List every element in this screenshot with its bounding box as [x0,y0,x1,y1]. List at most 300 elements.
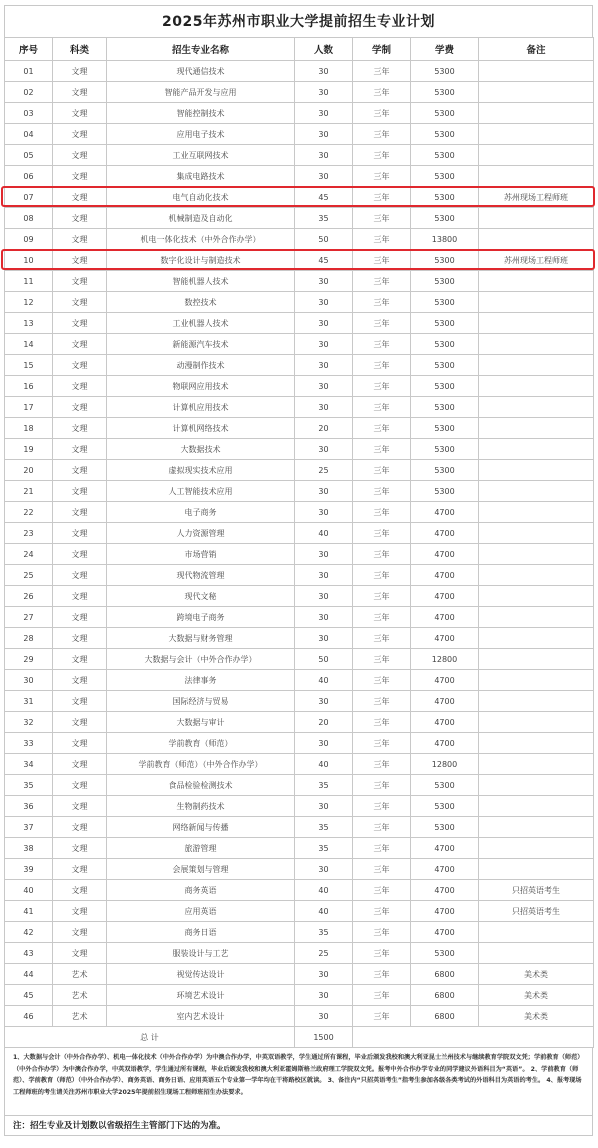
row-major: 视觉传达设计 [107,964,295,985]
row-quota: 25 [295,460,353,481]
row-quota: 30 [295,397,353,418]
row-major: 智能机器人技术 [107,271,295,292]
table-row [5,607,594,628]
row-remarks [479,691,594,712]
row-tuition: 5300 [411,460,479,481]
row-major: 数控技术 [107,292,295,313]
row-duration: 三年 [353,397,411,418]
table-row [5,208,594,229]
row-tuition: 5300 [411,397,479,418]
row-tuition: 5300 [411,187,479,208]
row-duration: 三年 [353,376,411,397]
row-remarks [479,82,594,103]
row-tuition: 4700 [411,880,479,901]
row-tuition: 4700 [411,922,479,943]
row-remarks [479,481,594,502]
table-row [5,397,594,418]
row-duration: 三年 [353,838,411,859]
row-duration: 三年 [353,313,411,334]
row-duration: 三年 [353,334,411,355]
row-category: 文理 [53,859,107,880]
row-major: 电气自动化技术 [107,187,295,208]
row-index: 14 [5,334,53,355]
row-remarks: 美术类 [479,964,594,985]
row-major: 应用英语 [107,901,295,922]
table-row [5,691,594,712]
row-quota: 40 [295,880,353,901]
row-major: 现代物流管理 [107,565,295,586]
row-tuition: 5300 [411,124,479,145]
row-quota: 45 [295,250,353,271]
row-quota: 30 [295,334,353,355]
row-quota: 30 [295,964,353,985]
row-remarks [479,775,594,796]
row-tuition: 6800 [411,964,479,985]
row-remarks: 只招英语考生 [479,901,594,922]
table-row [5,355,594,376]
row-duration: 三年 [353,61,411,82]
row-index: 24 [5,544,53,565]
row-category: 文理 [53,271,107,292]
row-category: 文理 [53,733,107,754]
row-index: 32 [5,712,53,733]
row-remarks [479,313,594,334]
table-header-row [5,38,594,61]
row-remarks [479,523,594,544]
row-category: 文理 [53,607,107,628]
row-category: 文理 [53,523,107,544]
row-category: 文理 [53,355,107,376]
row-category: 文理 [53,166,107,187]
row-duration: 三年 [353,691,411,712]
row-major: 网络新闻与传播 [107,817,295,838]
row-category: 文理 [53,691,107,712]
row-category: 文理 [53,124,107,145]
row-tuition: 4700 [411,838,479,859]
total-value: 1500 [295,1027,353,1048]
row-major: 机电一体化技术（中外合作办学） [107,229,295,250]
row-duration: 三年 [353,754,411,775]
row-quota: 30 [295,502,353,523]
row-index: 07 [5,187,53,208]
row-quota: 30 [295,586,353,607]
row-category: 文理 [53,502,107,523]
row-category: 文理 [53,754,107,775]
row-major: 计算机网络技术 [107,418,295,439]
row-remarks [479,754,594,775]
row-duration: 三年 [353,985,411,1006]
row-remarks [479,418,594,439]
row-tuition: 4700 [411,670,479,691]
table-row [5,943,594,964]
row-major: 电子商务 [107,502,295,523]
row-quota: 30 [295,628,353,649]
table-row [5,544,594,565]
row-quota: 30 [295,103,353,124]
table-row [5,187,594,208]
row-tuition: 4700 [411,523,479,544]
row-category: 艺术 [53,985,107,1006]
row-duration: 三年 [353,523,411,544]
table-row [5,754,594,775]
row-major: 现代文秘 [107,586,295,607]
table-row [5,460,594,481]
row-major: 计算机应用技术 [107,397,295,418]
row-remarks [479,376,594,397]
row-remarks [479,943,594,964]
row-remarks [479,124,594,145]
row-remarks [479,565,594,586]
row-category: 文理 [53,229,107,250]
row-quota: 30 [295,985,353,1006]
row-quota: 30 [295,1006,353,1027]
row-index: 11 [5,271,53,292]
row-quota: 35 [295,922,353,943]
row-index: 13 [5,313,53,334]
row-tuition: 4700 [411,586,479,607]
row-category: 文理 [53,418,107,439]
row-index: 05 [5,145,53,166]
row-quota: 30 [295,376,353,397]
row-remarks: 美术类 [479,1006,594,1027]
row-tuition: 5300 [411,61,479,82]
row-tuition: 4700 [411,544,479,565]
row-duration: 三年 [353,145,411,166]
row-remarks [479,817,594,838]
row-remarks [479,670,594,691]
row-major: 食品检验检测技术 [107,775,295,796]
row-duration: 三年 [353,712,411,733]
row-category: 文理 [53,880,107,901]
row-tuition: 5300 [411,208,479,229]
row-major: 数字化设计与制造技术 [107,250,295,271]
row-category: 文理 [53,670,107,691]
row-quota: 40 [295,754,353,775]
row-duration: 三年 [353,859,411,880]
row-duration: 三年 [353,481,411,502]
row-major: 商务英语 [107,880,295,901]
row-duration: 三年 [353,733,411,754]
row-duration: 三年 [353,271,411,292]
row-quota: 30 [295,733,353,754]
row-quota: 30 [295,166,353,187]
row-duration: 三年 [353,1006,411,1027]
row-quota: 30 [295,439,353,460]
row-remarks [479,166,594,187]
table-row [5,229,594,250]
row-index: 08 [5,208,53,229]
row-remarks [479,502,594,523]
row-duration: 三年 [353,649,411,670]
row-major: 大数据与会计（中外合作办学） [107,649,295,670]
row-major: 应用电子技术 [107,124,295,145]
row-quota: 30 [295,607,353,628]
row-major: 法律事务 [107,670,295,691]
row-category: 文理 [53,397,107,418]
row-major: 集成电路技术 [107,166,295,187]
row-tuition: 13800 [411,229,479,250]
table-row [5,271,594,292]
row-category: 文理 [53,334,107,355]
row-index: 09 [5,229,53,250]
row-quota: 35 [295,208,353,229]
row-quota: 30 [295,481,353,502]
row-index: 45 [5,985,53,1006]
row-quota: 20 [295,418,353,439]
row-major: 智能产品开发与应用 [107,82,295,103]
row-duration: 三年 [353,460,411,481]
row-index: 41 [5,901,53,922]
row-major: 旅游管理 [107,838,295,859]
row-index: 28 [5,628,53,649]
row-remarks: 美术类 [479,985,594,1006]
row-category: 文理 [53,544,107,565]
row-duration: 三年 [353,292,411,313]
row-quota: 40 [295,523,353,544]
table-row [5,775,594,796]
row-category: 文理 [53,649,107,670]
row-major: 大数据与审计 [107,712,295,733]
row-index: 23 [5,523,53,544]
row-category: 文理 [53,712,107,733]
row-duration: 三年 [353,439,411,460]
table-row [5,61,594,82]
row-remarks [479,628,594,649]
row-duration: 三年 [353,82,411,103]
row-major: 国际经济与贸易 [107,691,295,712]
row-category: 艺术 [53,964,107,985]
table-row [5,124,594,145]
row-duration: 三年 [353,964,411,985]
row-tuition: 6800 [411,985,479,1006]
row-remarks: 苏州现场工程师班 [479,187,594,208]
row-quota: 25 [295,943,353,964]
row-index: 02 [5,82,53,103]
row-quota: 35 [295,817,353,838]
row-quota: 35 [295,775,353,796]
row-index: 46 [5,1006,53,1027]
table-row [5,712,594,733]
table-row [5,649,594,670]
row-index: 40 [5,880,53,901]
table-row [5,1006,594,1027]
row-remarks [479,397,594,418]
row-index: 18 [5,418,53,439]
table-row [5,859,594,880]
row-duration: 三年 [353,586,411,607]
row-tuition: 5300 [411,292,479,313]
table-row [5,103,594,124]
row-index: 39 [5,859,53,880]
header-category: 科类 [53,38,107,61]
row-quota: 35 [295,838,353,859]
row-index: 44 [5,964,53,985]
row-index: 04 [5,124,53,145]
row-duration: 三年 [353,544,411,565]
row-duration: 三年 [353,775,411,796]
row-major: 动漫制作技术 [107,355,295,376]
row-remarks [479,838,594,859]
table-row [5,481,594,502]
row-duration: 三年 [353,124,411,145]
row-category: 文理 [53,187,107,208]
row-major: 室内艺术设计 [107,1006,295,1027]
row-tuition: 4700 [411,733,479,754]
table-row [5,586,594,607]
row-major: 人力资源管理 [107,523,295,544]
row-index: 16 [5,376,53,397]
table-row [5,796,594,817]
row-category: 文理 [53,901,107,922]
row-tuition: 5300 [411,271,479,292]
row-remarks [479,103,594,124]
table-row [5,670,594,691]
row-category: 文理 [53,838,107,859]
row-major: 商务日语 [107,922,295,943]
row-major: 生物制药技术 [107,796,295,817]
table-row [5,502,594,523]
row-tuition: 12800 [411,754,479,775]
row-duration: 三年 [353,103,411,124]
row-duration: 三年 [353,796,411,817]
row-index: 15 [5,355,53,376]
row-major: 跨境电子商务 [107,607,295,628]
row-tuition: 5300 [411,82,479,103]
row-duration: 三年 [353,502,411,523]
row-tuition: 5300 [411,796,479,817]
row-remarks [479,922,594,943]
row-tuition: 12800 [411,649,479,670]
row-remarks [479,292,594,313]
row-index: 12 [5,292,53,313]
row-index: 17 [5,397,53,418]
row-major: 会展策划与管理 [107,859,295,880]
header-remarks: 备注 [479,38,594,61]
row-major: 大数据与财务管理 [107,628,295,649]
row-tuition: 5300 [411,334,479,355]
table-row [5,418,594,439]
row-index: 19 [5,439,53,460]
row-tuition: 6800 [411,1006,479,1027]
row-duration: 三年 [353,607,411,628]
row-category: 文理 [53,208,107,229]
row-category: 文理 [53,943,107,964]
row-category: 文理 [53,460,107,481]
row-quota: 30 [295,313,353,334]
table-row [5,985,594,1006]
table-row [5,922,594,943]
table-row [5,334,594,355]
row-category: 文理 [53,439,107,460]
row-duration: 三年 [353,670,411,691]
row-quota: 20 [295,712,353,733]
row-category: 艺术 [53,1006,107,1027]
row-index: 25 [5,565,53,586]
row-category: 文理 [53,376,107,397]
row-index: 43 [5,943,53,964]
row-tuition: 4700 [411,859,479,880]
row-quota: 50 [295,229,353,250]
row-category: 文理 [53,292,107,313]
row-major: 大数据技术 [107,439,295,460]
row-index: 03 [5,103,53,124]
table-row [5,838,594,859]
row-category: 文理 [53,817,107,838]
total-label: 总 计 [5,1027,295,1048]
row-quota: 30 [295,292,353,313]
row-major: 服装设计与工艺 [107,943,295,964]
table-row [5,880,594,901]
row-major: 智能控制技术 [107,103,295,124]
row-remarks [479,439,594,460]
row-index: 10 [5,250,53,271]
row-duration: 三年 [353,166,411,187]
row-index: 01 [5,61,53,82]
row-category: 文理 [53,922,107,943]
row-tuition: 5300 [411,775,479,796]
row-duration: 三年 [353,187,411,208]
row-tuition: 4700 [411,607,479,628]
row-quota: 30 [295,355,353,376]
row-remarks [479,649,594,670]
row-remarks [479,145,594,166]
table-row [5,439,594,460]
table-row [5,964,594,985]
row-major: 机械制造及自动化 [107,208,295,229]
row-duration: 三年 [353,901,411,922]
row-quota: 30 [295,61,353,82]
row-duration: 三年 [353,250,411,271]
row-index: 38 [5,838,53,859]
table-row [5,82,594,103]
row-remarks [479,334,594,355]
row-remarks [479,271,594,292]
table-row [5,166,594,187]
row-index: 22 [5,502,53,523]
row-remarks: 苏州现场工程师班 [479,250,594,271]
row-major: 工业互联网技术 [107,145,295,166]
row-duration: 三年 [353,565,411,586]
row-remarks: 只招英语考生 [479,880,594,901]
row-quota: 40 [295,670,353,691]
row-index: 34 [5,754,53,775]
total-empty [353,1027,594,1048]
row-major: 现代通信技术 [107,61,295,82]
row-tuition: 5300 [411,313,479,334]
row-category: 文理 [53,313,107,334]
row-major: 市场营销 [107,544,295,565]
row-category: 文理 [53,103,107,124]
total-row [5,1027,594,1048]
header-duration: 学制 [353,38,411,61]
row-index: 30 [5,670,53,691]
row-category: 文理 [53,82,107,103]
row-remarks [479,355,594,376]
row-quota: 30 [295,124,353,145]
row-remarks [479,796,594,817]
row-tuition: 4700 [411,901,479,922]
row-tuition: 5300 [411,250,479,271]
row-duration: 三年 [353,943,411,964]
header-quota: 人数 [295,38,353,61]
row-tuition: 4700 [411,691,479,712]
row-major: 环境艺术设计 [107,985,295,1006]
row-quota: 30 [295,859,353,880]
row-duration: 三年 [353,229,411,250]
row-tuition: 4700 [411,502,479,523]
row-tuition: 5300 [411,817,479,838]
row-tuition: 5300 [411,418,479,439]
